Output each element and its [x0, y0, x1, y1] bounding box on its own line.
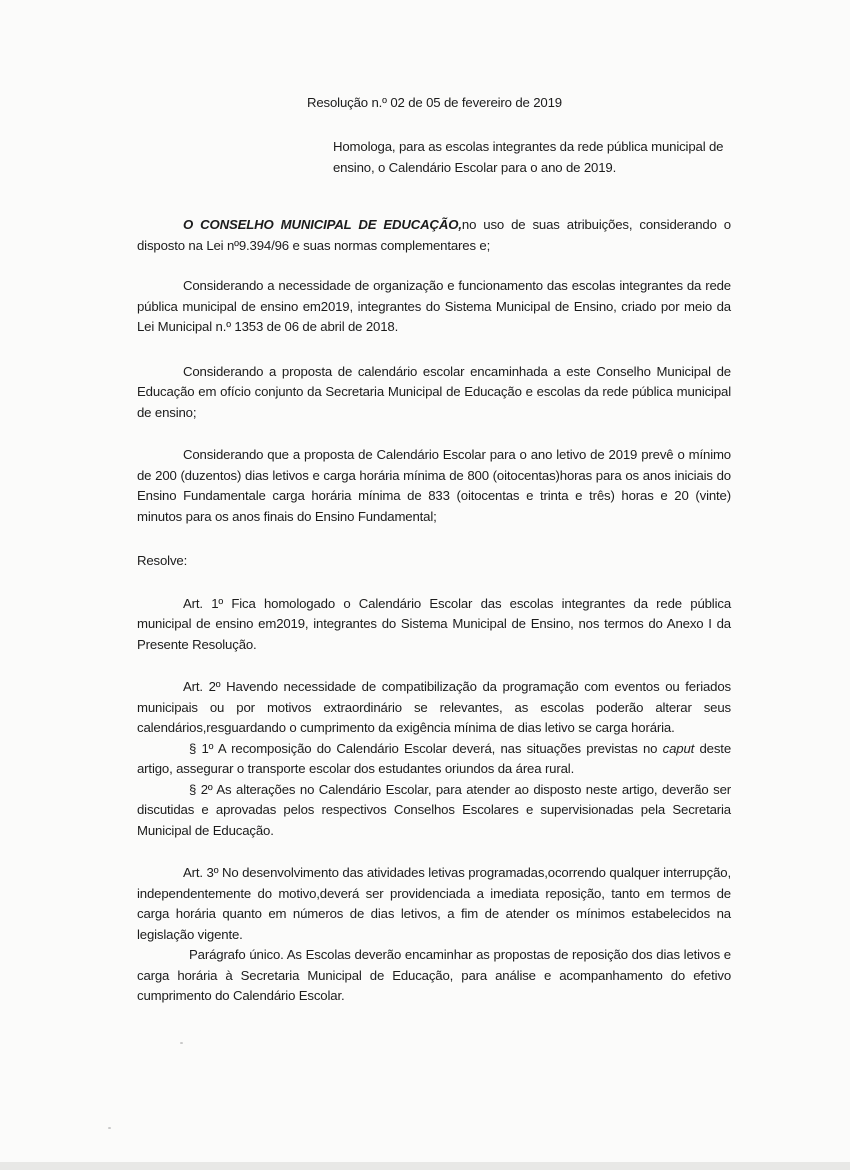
intro-paragraph [137, 215, 731, 256]
article-2: Art. 2º Havendo necessidade de compatibilização da programação com eventos ou feriados municipais ou por motivos extraordinário se relevantes, as escolas poderão alterar seus calendários,resguardando o cumprimento da exigência mínima de dias letivo se carga horária. [137, 679, 731, 735]
caput-term: caput [662, 740, 695, 756]
considerando-2: Considerando a proposta de calendário escolar encaminhada a este Conselho Municipal de Educação em ofício conjunto da Secretaria Municipal de Educação e escolas da rede pública municipal de ensino; [137, 363, 731, 420]
council-name: O CONSELHO MUNICIPAL DE EDUCAÇÃO, [183, 217, 462, 232]
article-3-sole-paragraph: Parágrafo único. As Escolas deverão encaminhar as propostas de reposição dos dias letivos e carga horária à Secretaria Municipal de Educação, para análise e acompanhamento do efetivo cumprimento do Calendário Escolar. [137, 947, 731, 1003]
scan-edge-shadow [0, 1162, 850, 1170]
considerando-1: Considerando a necessidade de organização e funcionamento das escolas integrantes da rede pública municipal de ensino em2019, integrantes do Sistema Municipal de Ensino, criado por meio da Lei Municipal n.º 1353 de 06 de abril de 2018. [137, 278, 731, 334]
article-1: Art. 1º Fica homologado o Calendário Escolar das escolas integrantes da rede pública municipal de ensino em2019, integrantes do Sistema Municipal de Ensino, nos termos do Anexo I da Presente Resolução. [137, 595, 731, 652]
article-2-paragraph-2: § 2º As alterações no Calendário Escolar, para atender ao disposto neste artigo, deverão ser discutidas e aprovadas pelos respectivos Conselhos Escolares e supervisionadas pela Secretaria Municipal de Educação. [137, 781, 731, 838]
article-2-paragraph-1-start: § 1º A recomposição do Calendário Escolar deverá, nas situações previstas no [189, 740, 663, 756]
considerando-3: Considerando que a proposta de Calendário Escolar para o ano letivo de 2019 prevê o mínimo de 200 (duzentos) dias letivos e carga horária mínima de 800 (oitocentas)horas para os anos iniciais do Ensino Fundamentale carga horária mínima de 833 (oitocentas e trinta e três) horas e 20 (vinte) minutos para os anos finais do Ensino Fundamental; [137, 447, 731, 524]
resolution-title: Resolução n.º 02 de 05 de fevereiro de 2019 [307, 95, 562, 110]
resolution-body [137, 215, 731, 1007]
resolve-heading: Resolve: [137, 553, 188, 568]
scan-speck [108, 1127, 111, 1129]
article-2-paragraph-1-end: deste artigo, assegurar o transporte escolar dos estudantes oriundos da área rural. [137, 740, 732, 776]
resolution-summary: Homologa, para as escolas integrantes da rede pública municipal de ensino, o Calendário Escolar para o ano de 2019. [333, 139, 724, 175]
article-3: Art. 3º No desenvolvimento das atividades letivas programadas,ocorrendo qualquer interrupção, independentemente do motivo,deverá ser providenciada a imediata reposição, tanto em termos de carga horária quanto em números de dias letivos, a fim de atender os mínimos estabelecidos na legislação vigente. [137, 865, 731, 942]
article-2-paragraph-1 [137, 739, 731, 780]
scan-speck [180, 1042, 183, 1044]
intro-text: no uso de suas atribuições, considerando o disposto na Lei nº9.394/96 e suas normas complementares e; [137, 217, 731, 253]
